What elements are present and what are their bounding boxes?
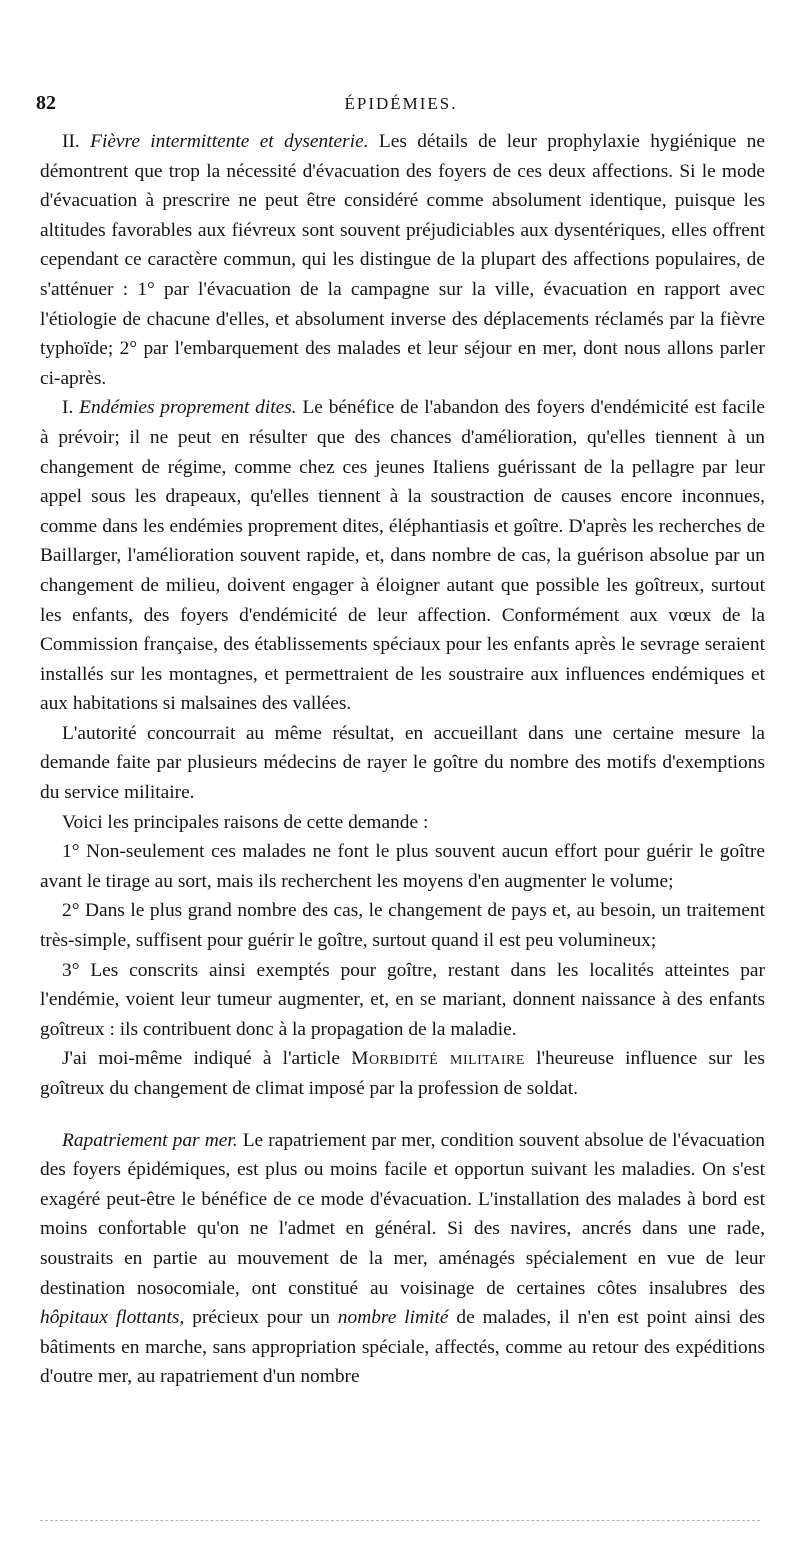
paragraph-text: Le rapatriement par mer, condition souvent absolue de l'évacuation des foyers épidémiques, est plus ou moins facile et opportun suivant les maladies. On s'est exagéré peut-être le bénéfice de ce mode d'évacuation. L'installation des malades à bord est moins confortable qu'on ne l'admet en général. Si des navires, ancrés dans une rade, soustraits en partie au mouvement de la mer, aménagés spécialement en vue de leur destination nosocomiale, ont constitué au voisinage de certaines côtes insalubres des [40,1129,765,1299]
section-label: II. [62,131,80,152]
italic-phrase: nombre limité [337,1307,449,1329]
paragraph-text: Voici les principales raisons de cette demande : [62,811,429,833]
italic-phrase: hôpitaux flottants, [40,1307,185,1329]
section-title: Endémies proprement dites. [79,397,297,419]
paragraph-raisons [40,808,765,838]
smallcaps-reference: Morbidité militaire [351,1048,525,1070]
running-head: ÉPIDÉMIES. [344,94,458,113]
list-item-1 [40,837,765,896]
paragraph-text: l'heureuse influence sur les goîtreux du changement de climat imposé par la profession de soldat. [40,1048,765,1099]
paragraph-text: 2° Dans le plus grand nombre des cas, le changement de pays et, au besoin, un traitement très-simple, suffisent pour guérir le goître, surtout quand il est peu volumineux; [40,900,765,952]
paragraph-text: Les détails de leur prophylaxie hygiénique ne démontrent que trop la nécessité d'évacuation des foyers de ces deux affections. Si le mode d'évacuation à prescrire ne peut être considéré comme absolument identique, puisque les altitudes favorables aux fiévreux sont souvent préjudiciables aux dysentériques, elles offrent cependant ce caractère commun, qui les distingue de la plupart des affections populaires, de s'atténuer : 1° par l'évacuation de la campagne sur la ville, évacuation en rapport avec l'étiologie de chacune d'elles, et absolument inverse des déplacements réclamés par la fièvre typhoïde; 2° par l'embarquement des malades et leur séjour en mer, dont nous allons parler ci-après. [40,131,765,389]
paragraph-text: 3° Les conscrits ainsi exemptés pour goître, restant dans les localités atteintes par l'endémie, voient leur tumeur augmenter, et, en se mariant, donnent naissance à des enfants goîtreux : ils contribuent donc à la propagation de la maladie. [40,959,765,1040]
page-header [36,92,766,118]
list-item-2 [40,896,765,955]
paragraph-text: Le bénéfice de l'abandon des foyers d'endémicité est facile à prévoir; il ne peut en résulter que des chances d'amélioration, qu'elles tiennent à un changement de régime, comme chez ces jeunes Italiens guérissant de la pellagre par leur appel sous les drapeaux, qu'elles tiennent à la soustraction de causes encore inconnues, comme dans les endémies proprement dites, éléphantiasis et goître. D'après les recherches de Baillarger, l'amélioration souvent rapide, et, dans nombre de cas, la guérison absolue par un changement de milieu, doivent engager à éloigner autant que possible les goîtreux, surtout les enfants, des foyers d'endémicité de leur affection. Conformément aux vœux de la Commission française, des établissements spéciaux pour les enfants après le sevrage seraient installés sur les montagnes, et permettraient de les soustraire aux influences endémiques et aux habitations si malsaines des vallées. [40,397,765,715]
paragraph-morbidite [40,1044,765,1103]
paragraph-endemies [40,393,765,719]
section-title: Rapatriement par mer. [62,1129,238,1151]
section-title: Fièvre intermittente et dysenterie. [90,131,369,152]
section-label: I. [62,397,74,419]
body-text [40,127,765,1392]
paragraph-text: J'ai moi-même indiqué à l'article [62,1048,340,1070]
paragraph-text: précieux pour un [192,1307,330,1329]
paragraph-text: L'autorité concourrait au même résultat, en accueillant dans une certaine mesure la demande faite par plusieurs médecins de rayer le goître du nombre des motifs d'exemptions du service militaire. [40,722,765,804]
paragraph-rapatriement [40,1126,765,1392]
list-item-3 [40,956,765,1045]
paragraph-fievre-intermittente [40,127,765,393]
paragraph-autorite [40,719,765,808]
paragraph-text: de malades, il n'en est point ainsi des bâtiments en marche, sans appropriation spéciale, affectés, comme au retour des expéditions d'outre mer, au rapatriement d'un nombre [40,1307,765,1388]
page-number: 82 [36,92,56,114]
bottom-edge-rule [40,1520,760,1521]
paragraph-text: 1° Non-seulement ces malades ne font le plus souvent aucun effort pour guérir le goître avant le tirage au sort, mais ils recherchent les moyens d'en augmenter le volume; [40,841,765,892]
